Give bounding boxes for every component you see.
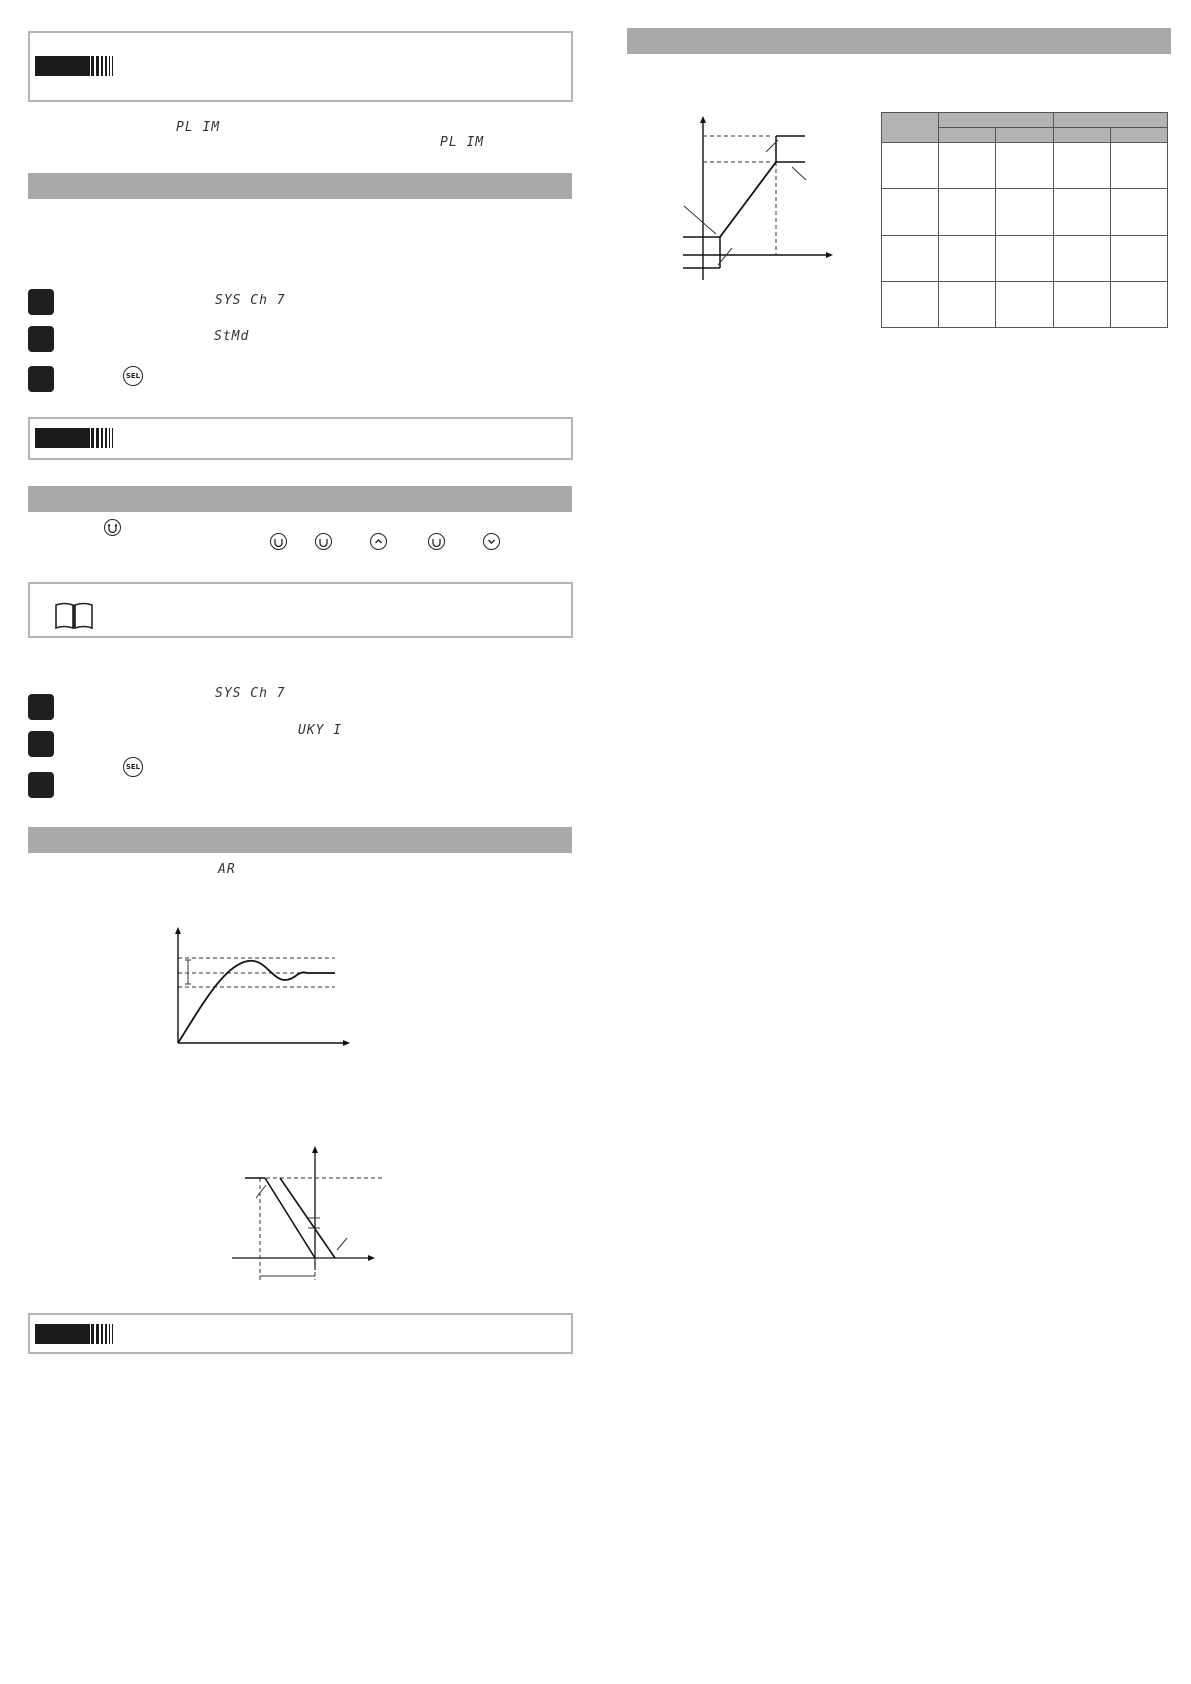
note-label-graphic [35, 1324, 115, 1344]
step-badge-2 [28, 731, 54, 757]
table-header-cell [882, 113, 939, 143]
user-key-icon [270, 533, 287, 550]
table-header-cell [996, 128, 1053, 143]
book-icon [54, 601, 94, 631]
stmd-code: StMd [214, 329, 250, 344]
parameter-table [881, 112, 1168, 328]
info-box-top [28, 31, 573, 102]
table-header-cell [1110, 128, 1167, 143]
note-label-graphic [35, 428, 115, 448]
section-header-bar [28, 827, 572, 853]
ramp-offset-diagram [230, 1140, 390, 1290]
section-header-bar [28, 486, 572, 512]
table-row [882, 281, 1168, 327]
step-badge-3 [28, 772, 54, 798]
step-badge-1 [28, 694, 54, 720]
table-row [882, 235, 1168, 281]
ukyi-code: UKY I [298, 723, 343, 738]
sel-key-label: SEL [125, 763, 141, 771]
down-arrow-key-icon [483, 533, 500, 550]
note-label-graphic [35, 56, 115, 76]
step-badge-1 [28, 289, 54, 315]
step-badge-2 [28, 326, 54, 352]
table-header-cell [1053, 113, 1168, 128]
table-header-cell [939, 113, 1054, 128]
scaling-diagram [678, 110, 838, 285]
info-box-middle [28, 417, 573, 460]
sel-key-icon [123, 757, 143, 777]
step-badge-3 [28, 366, 54, 392]
sysch-code: SYS Ch 7 [215, 293, 286, 308]
overshoot-response-diagram [160, 925, 360, 1055]
table-header-cell [1053, 128, 1110, 143]
up-arrow-key-icon [370, 533, 387, 550]
table-header-cell [939, 128, 996, 143]
table-row [882, 143, 1168, 189]
sysch-code: SYS Ch 7 [215, 686, 286, 701]
ar-code: AR [218, 862, 236, 877]
sel-key-icon [123, 366, 143, 386]
table-row [882, 189, 1168, 235]
user-key-icon [315, 533, 332, 550]
user-key-icon [104, 519, 121, 536]
section-header-bar [627, 28, 1171, 54]
manual-reference-box [28, 582, 573, 638]
plim-code: PL IM [440, 135, 485, 150]
section-header-bar [28, 173, 572, 199]
info-box-bottom [28, 1313, 573, 1354]
plim-code: PL IM [176, 120, 221, 135]
table-header-row [882, 113, 1168, 128]
sel-key-label: SEL [125, 372, 141, 380]
user-key-icon [428, 533, 445, 550]
